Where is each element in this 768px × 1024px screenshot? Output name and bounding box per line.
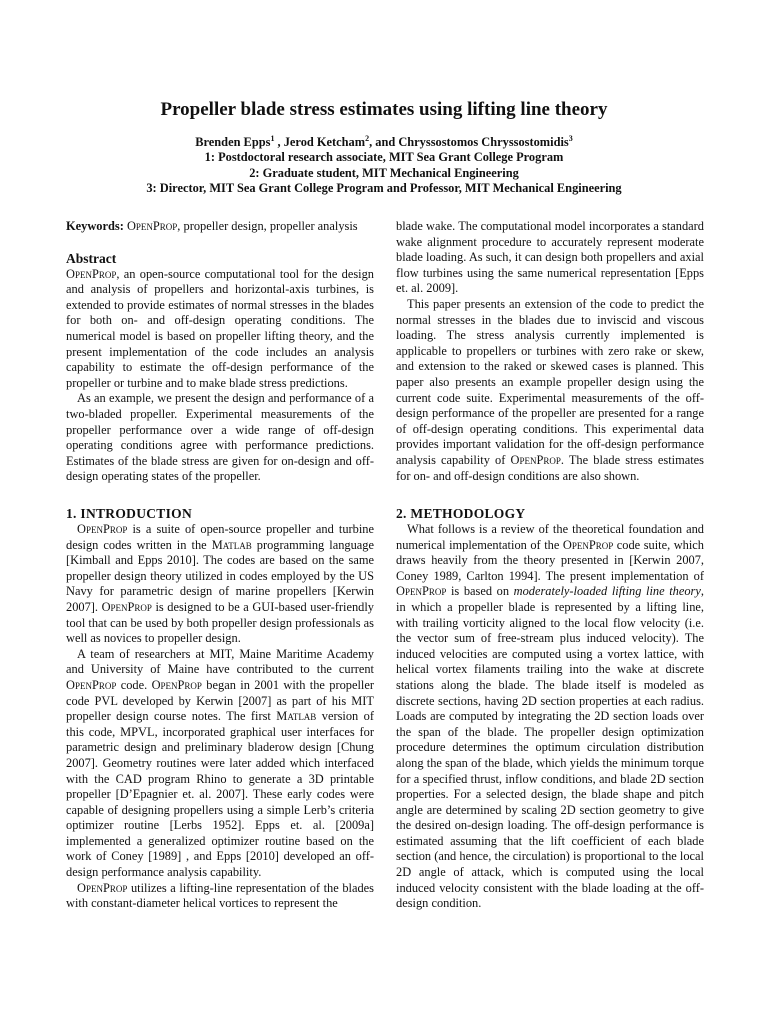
abstract-column: [66, 219, 374, 485]
authors-block: [0, 135, 768, 196]
author-2: , Jerod Ketcham: [274, 135, 366, 149]
methodology-heading: 2. METHODOLOGY: [396, 506, 526, 521]
abstract-heading: Abstract: [66, 250, 117, 266]
software-name: OpenProp: [77, 880, 128, 895]
text-run: is designed to be a GUI-based user-friendly tool that can be used by both propeller design professionals as well as novices to propeller design.: [66, 599, 374, 646]
software-name: OpenProp: [101, 599, 152, 614]
software-name: OpenProp: [151, 677, 202, 692]
affiliation-2: 2: Graduate student, MIT Mechanical Engineering: [249, 165, 519, 180]
methodology-section: [396, 505, 704, 912]
keywords-label: Keywords:: [66, 219, 124, 233]
abstract-paragraph-1: [66, 267, 374, 392]
introduction-heading: 1. INTRODUCTION: [66, 506, 193, 521]
text-run: code suite, which draws heavily from the theory presented in [Kerwin 2007, Coney 1989, Carlton 1994]. The present implementation of: [396, 537, 705, 583]
author-1: Brenden Epps: [195, 135, 271, 149]
methodology-paragraph-1: [396, 522, 704, 912]
paper-title: Propeller blade stress estimates using lifting line theory: [160, 99, 608, 120]
keywords-line: [66, 219, 374, 235]
abstract-openprop: OpenProp: [66, 266, 117, 281]
author-2-sup: 2: [365, 133, 370, 143]
text-run: version of this code, MPVL, incorporated graphical user interfaces for parametric design and preliminary bladerow design [Chung 2007]. Geometry routines were later added which interfaced with the CAD program Rhino to generate a 3D printable propeller [D’Epagnier et. al. 2007]. These early codes were capable of designing propellers using a simple Lerb’s criteria optimizer routine [Lerbs 1952]. Epps et. al. [2009a] implemented a generalized optimizer routine based on the work of Coney [1989] , and Epps [2010] developed an off-design performance analysis capability.: [66, 709, 375, 880]
introduction-paragraph-2: [66, 647, 374, 881]
author-1-sup: 1: [270, 133, 275, 143]
affiliation-1: 1: Postdoctoral research associate, MIT Sea Grant College Program: [204, 150, 564, 165]
paper-scope-paragraph: [396, 297, 704, 484]
text-run: code.: [116, 677, 152, 692]
text-run: is based on: [446, 584, 514, 599]
software-name: OpenProp: [396, 584, 447, 599]
text-run: . The blade stress estimates for on- and off-design conditions are also shown.: [396, 452, 704, 483]
emphasized-text: moderately-loaded lifting line theory: [513, 584, 701, 599]
text-run: , in which a propeller blade is represented by a lifting line, with trailing vorticity aligned to the local flow velocity (i.e. the vector sum of free-stream plus induced velocity). The induced velocities are computed using a vortex lattice, with helical vortex filaments trailing into the wake at discrete stations along the blade. The blade itself is modeled as discrete sections, having 2D section properties at each radius. Loads are computed by integrating the 2D section loads over the span of the blade. The propeller design optimization procedure determines the optimum circulation distribution along the span of the blade, which yields the minimum torque for a specified thrust, inflow conditions, and blade 2D section properties. For a selected design, the blade shape and pitch angle are determined by scaling 2D section geometry to give the desired on-design loading. The off-design performance is estimated assuming that the lift coefficient of each blade section (and hence, the circulation) is proportional to the local 2D angle of attack, which is computed using the local induced velocity consistent with the blade loading at the off-design condition.: [396, 584, 704, 911]
text-run: utilizes a lifting-line representation of the blades with constant-diameter helical vortices to represent the: [66, 880, 374, 911]
text-run: programming language [Kimball and Epps 2010]. The codes are based on the same propeller design theory utilized in codes employed by the US Navy for parametric design of marine propellers [Kerwin 2007].: [66, 537, 374, 614]
text-run: A team of researchers at MIT, Maine Maritime Academy and University of Maine have contributed to the current: [66, 646, 374, 677]
software-name: OpenProp: [562, 537, 614, 552]
author-3: , and Chryssostomos Chryssostomidis: [369, 135, 569, 149]
right-column-top: [396, 219, 704, 484]
abstract-p1-text: , an open-source computational tool for the design and analysis of propellers and horizontal-axis turbines, is extended to provide estimates of normal stresses in the blades for both on- and off-design operating conditions. The numerical model is based on propeller lifting theory, and the present implementation of the code includes an analysis capability to estimate the off-design performance of the propeller or turbine and to make blade stress predictions.: [66, 266, 374, 390]
software-name: OpenProp: [510, 452, 561, 467]
continuation-paragraph: blade wake. The computational model incorporates a standard wake alignment procedure to accurately represent moderate blade loading. As such, it can design both propellers and axial flow turbines using the same numerical representation [Epps et. al. 2009].: [396, 219, 704, 296]
keywords-openprop: OpenProp: [126, 219, 178, 233]
text-run: is a suite of open-source propeller and turbine design codes written in the: [66, 522, 374, 552]
author-line: [0, 135, 768, 150]
abstract-paragraph-2: As an example, we present the design and performance of a two-bladed propeller. Experimental measurements of the propeller performance over a wide range of off-design operating conditions agree with performance predictions. Estimates of the blade stress are given for on-design and off-design operating states of the propeller.: [66, 391, 374, 484]
software-name: OpenProp: [77, 522, 128, 536]
software-name: OpenProp: [66, 677, 117, 692]
introduction-paragraph-3: [66, 881, 374, 912]
software-name: Matlab: [211, 537, 252, 552]
introduction-section: [66, 505, 374, 912]
keywords-text: , propeller design, propeller analysis: [177, 219, 358, 233]
text-run: This paper presents an extension of the code to predict the normal stresses in the blades due to inviscid and viscous loading. The stress analysis currently implemented is applicable to propellers or turbines with zero rake or skew, and extension to the raked or skewed cases is planned. This paper also presents an example propeller design using the current code suite. Experimental measurements of the off-design performance of the propeller are presented for a range of off-design operating conditions. This experimental data provides important validation for the off-design performance analysis capability of: [396, 296, 704, 467]
software-name: Matlab: [276, 709, 317, 724]
introduction-paragraph-1: [66, 522, 374, 647]
affiliation-3: 3: Director, MIT Sea Grant College Program and Professor, MIT Mechanical Engineering: [146, 180, 622, 195]
text-run: began in 2001 with the propeller code PVL developed by Kerwin [2007] as part of his MIT propeller design course notes. The first: [66, 677, 374, 724]
author-3-sup: 3: [568, 133, 573, 143]
text-run: What follows is a review of the theoretical foundation and numerical implementation of the: [396, 522, 704, 552]
